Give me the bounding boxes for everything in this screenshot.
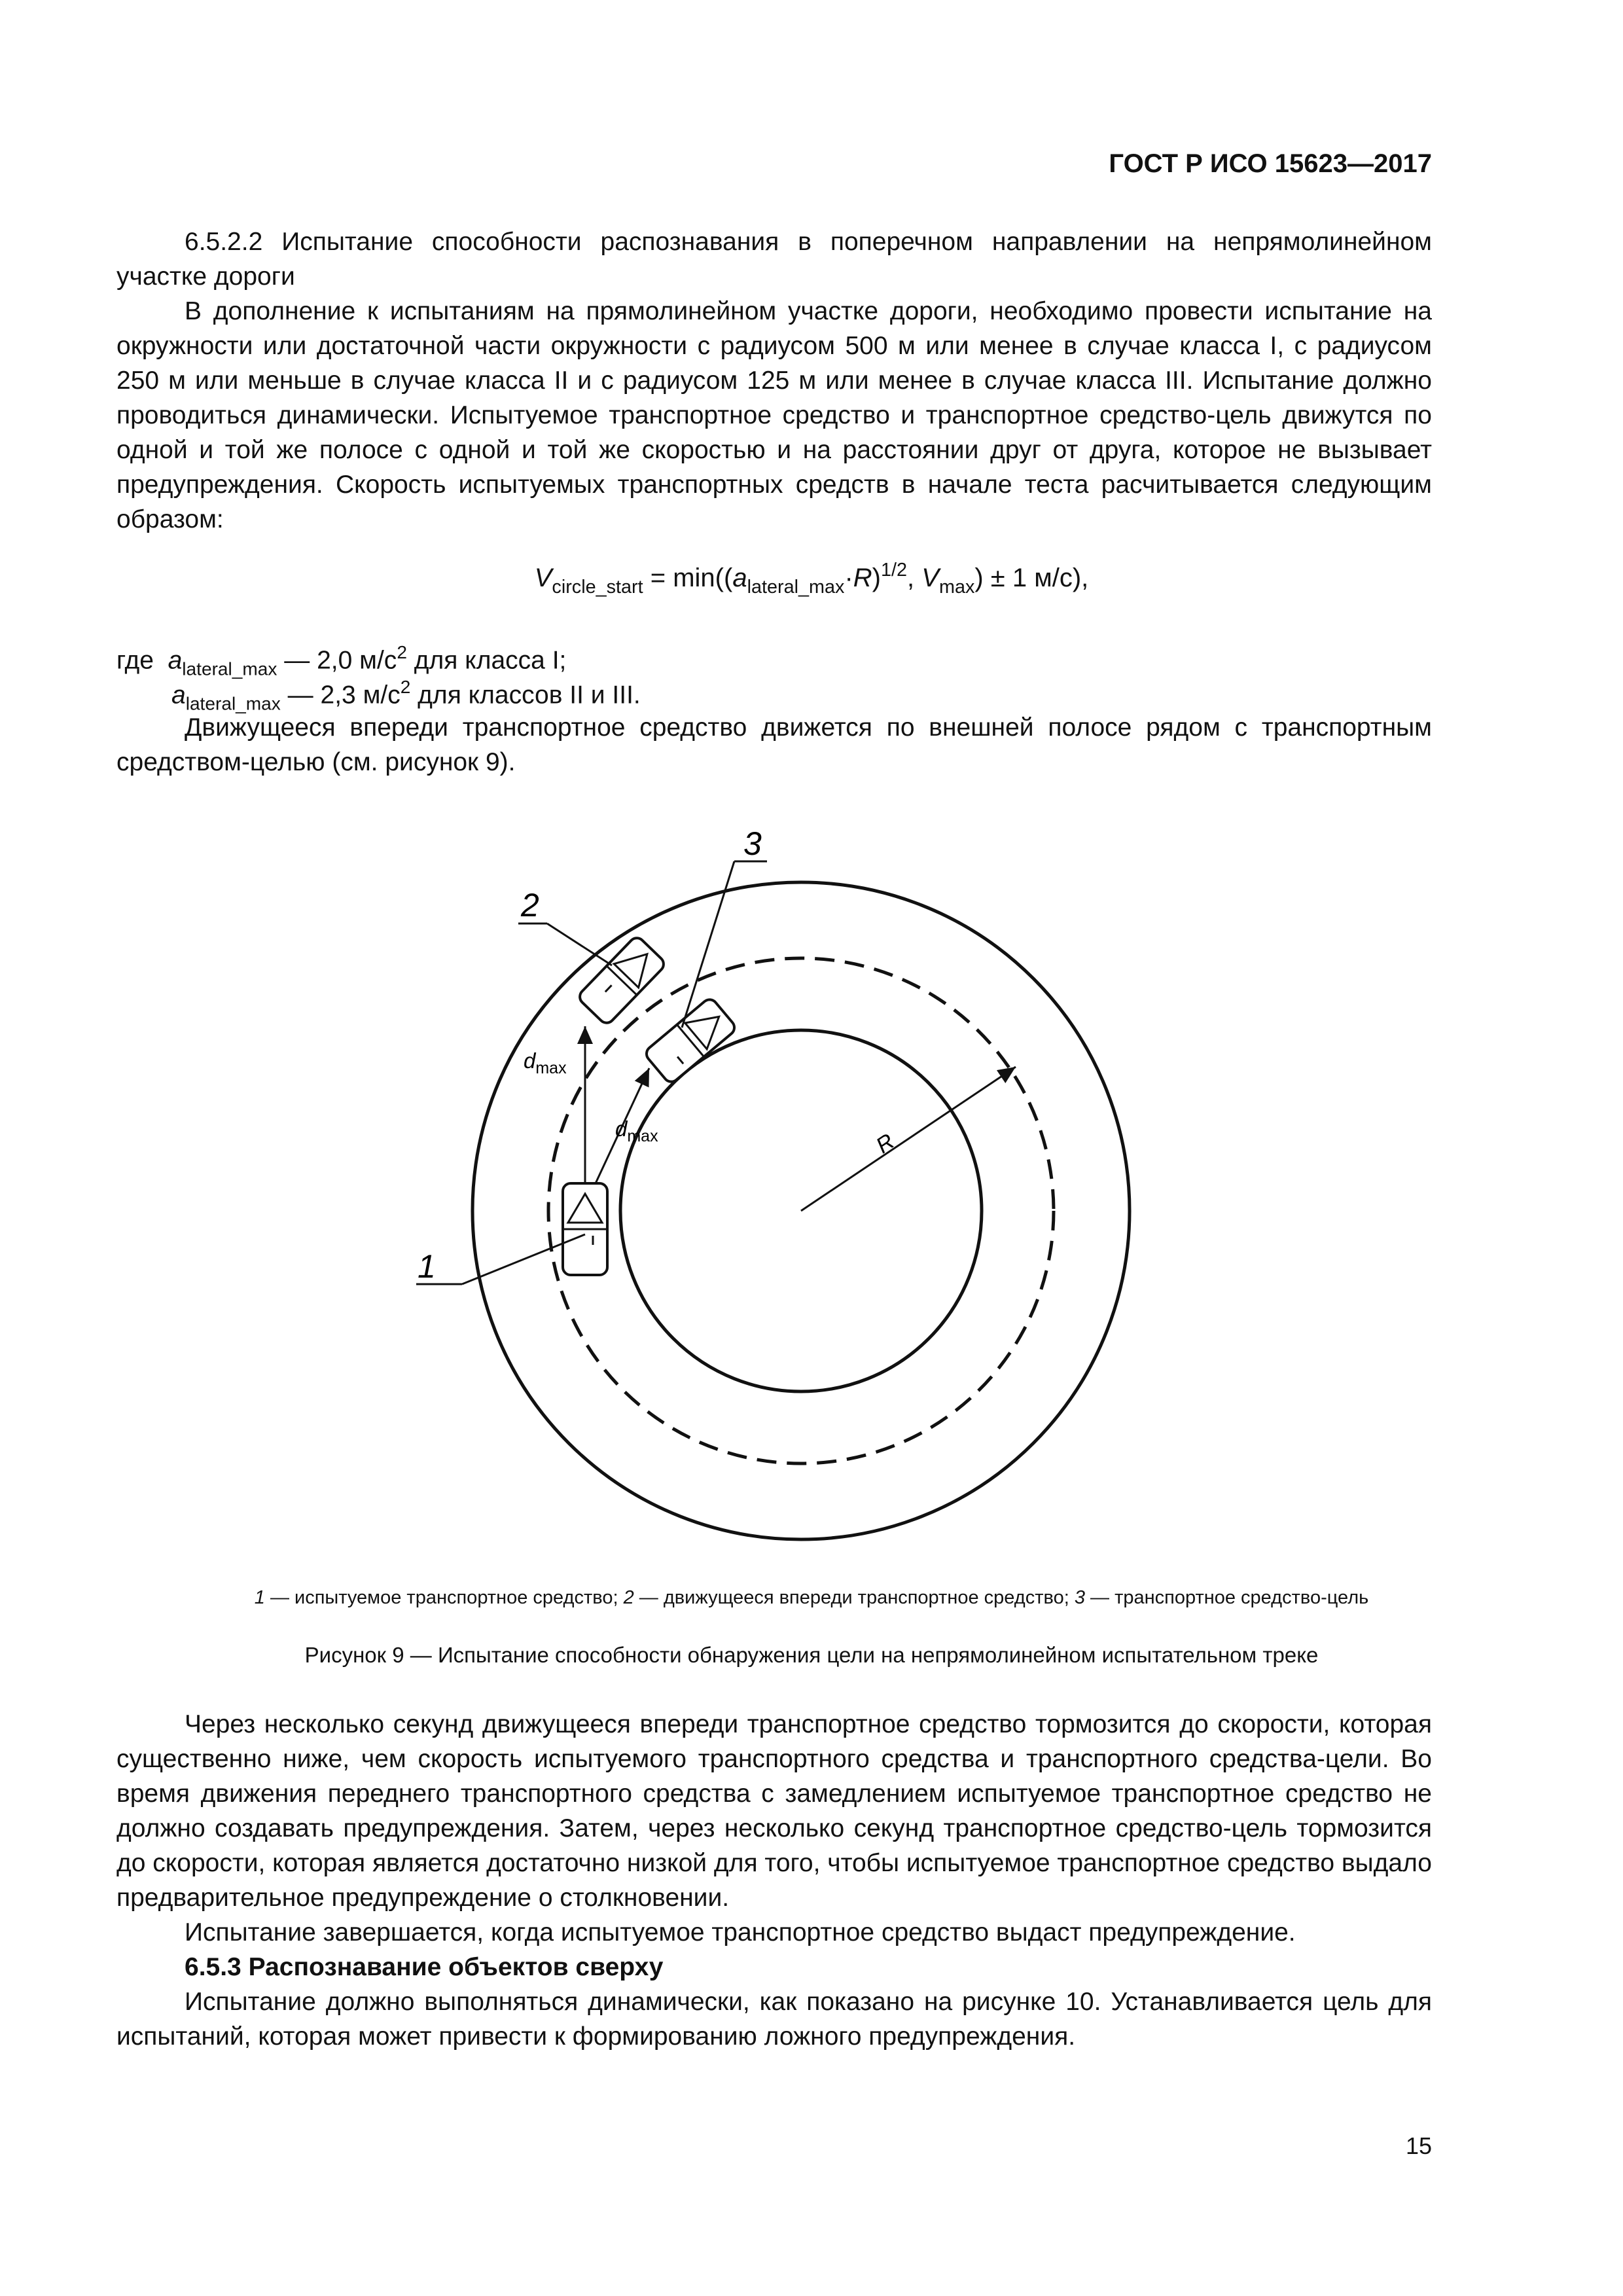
- where-line-2: $a_{lateral\_max}$ — 2,3 $м/с^2$ для классов II и III.: [171, 677, 641, 714]
- test-end-paragraph: Испытание завершается, когда испытуемое транспортное средство выдаст предупреждение.: [185, 1918, 1296, 1946]
- lead-vehicle-paragraph: Движущееся впереди транспортное средство движется по внешней полосе рядом с транспортным средством-целью (см. рисунок 9).: [116, 713, 1432, 776]
- section-6-5-2-2-body: В дополнение к испытаниям на прямолинейном участке дороги, необходимо провести испытание на окружности или достаточной части окружности с радиусом 500 м или менее в случае класса I, с радиусом 250 м или меньше в случае класса II и с радиусом 125 м или менее в случае класса III. Испытание должно проводиться динамически. Испытуемое транспортное средство и транспортное средство-цель движутся по одной и той же полосе с одной и той же скоростью и на расстоянии друг от друга, которое не вызывает предупреждения. Скорость испытуемых транспортных средств в начале теста расчитывается следующим образом:: [116, 297, 1432, 533]
- leader-2: [547, 924, 612, 965]
- after-figure-paragraph: Через несколько секунд движущееся впереди транспортное средство тормозится до скорости, которая существенно ниже, чем скорость испытуемого транспортного средства и транспортного средства-цели. Во время движения переднего транспортного средства с замедлением испытуемое транспортное средство не должно создавать предупреждения. Затем, через несколько секунд транспортное средство-цель тормозится до скорости, которая является достаточно низкой для того, чтобы испытуемое транспортное средство выдало предварительное предупреждение о столкновении.: [116, 1710, 1432, 1912]
- figure-caption: Рисунок 9 — Испытание способности обнаружения цели на непрямолинейном испытательном треке: [304, 1643, 1319, 1667]
- dmax-label-lead: $d_{max}$: [524, 1049, 567, 1077]
- page-number: 15: [1405, 2132, 1432, 2159]
- section-6-5-3-body: Испытание должно выполняться динамически, как показано на рисунке 10. Устанавливается цель для испытаний, которая может привести к формированию ложного предупреждения.: [116, 1988, 1432, 2051]
- label-1: 1: [418, 1248, 436, 1285]
- section-6-5-3-heading: 6.5.3 Распознавание объектов сверху: [185, 1953, 664, 1981]
- where-line-1: где $a_{lateral\_max}$ — 2,0 $м/с^2$ для класса I;: [116, 642, 567, 679]
- velocity-formula: $V_{circle\_start} = \min((a_{lateral\_max}\cdot R)^{1/2}$, $V_{max}) \pm 1$ м/с),: [534, 560, 1089, 598]
- label-2: 2: [521, 887, 539, 924]
- label-3: 3: [743, 825, 762, 862]
- document-header: ГОСТ Р ИСО 15623—2017: [1109, 149, 1432, 178]
- dmax-label-target: $d_{max}$: [615, 1117, 658, 1145]
- vehicle-2-lead: [577, 935, 667, 1026]
- radius-label: R: [871, 1128, 899, 1158]
- vehicle-1-test: [563, 1183, 607, 1275]
- radius-arrow: [801, 1067, 1016, 1211]
- vehicle-3-target: [643, 996, 738, 1085]
- figure-legend: 1 — испытуемое транспортное средство; 2 — движущееся впереди транспортное средство; 3 — транспортное средство-цель: [254, 1587, 1369, 1608]
- section-6-5-2-2-title: 6.5.2.2 Испытание способности распознавания в поперечном направлении на непрямолинейном участке дороги: [116, 228, 1432, 291]
